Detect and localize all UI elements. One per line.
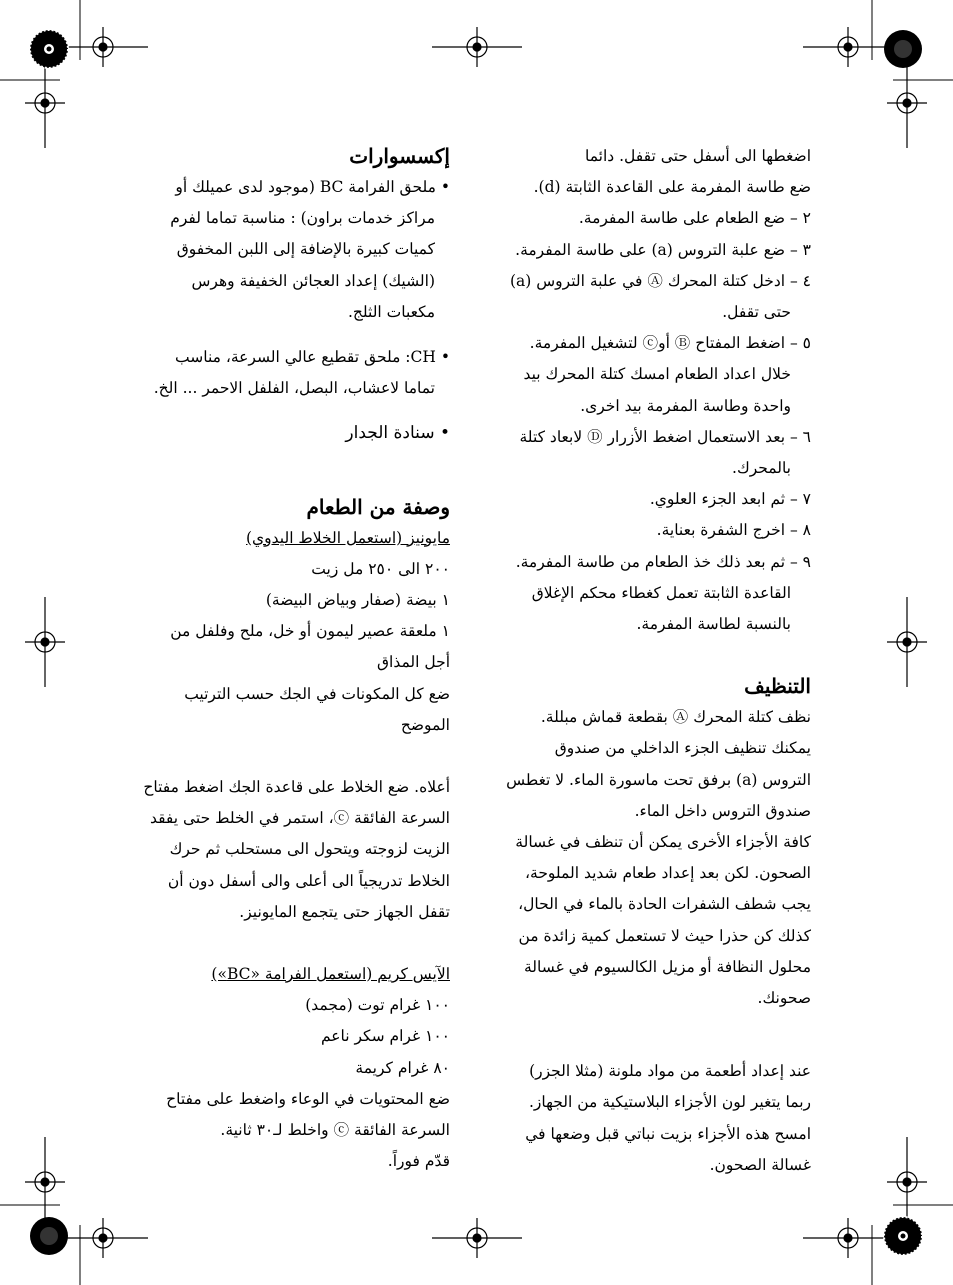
cleaning-paragraph: كافة الأجزاء الأخرى يمكن أن تنظف في غسالة الصحون. لكن بعد إعداد طعام شديد الملوحة، يجب شطف الشفرات الحادة بالماء في الحال، كذلك كن حذرا حيث لا تستعمل كمية زائدة من محلول النظافة أو مزيل الكالسيوم في غسالة صحونك. bbox=[515, 833, 811, 1008]
starburst-icon bbox=[30, 30, 68, 68]
accessory-item: • CH: ملحق تقطيع عالي السرعة، مناسب تماما لاعشاب، البصل، الفلفل الاحمر ... الخ. bbox=[153, 348, 450, 398]
step-item: ٥ – اضغط المفتاح Ⓑ أوⓒ لتشغيل المفرمة. خلال اعداد الطعام امسك كتلة المحرك بيد واحدة وطاسة المفرمة بيد اخرى. bbox=[523, 334, 811, 415]
color-note: عند إعداد أطعمة من مواد ملونة (مثلا الجزر) ربما يتغير لون الأجزاء البلاستيكية من الجهاز. امسح هذه الأجزاء بزيت نباتي قبل وضعها في غسالة الصحون. bbox=[525, 1062, 811, 1174]
step-item: ٢ – ضع الطعام على طاسة المفرمة. bbox=[578, 209, 811, 228]
accessories-title: إكسسوارات bbox=[349, 144, 450, 168]
spacer bbox=[140, 450, 450, 492]
serve-instruction: قدّم فوراً. bbox=[387, 1152, 450, 1171]
step-item: ٨ – اخرج الشفرة بعناية. bbox=[656, 521, 811, 540]
accessory-item: • ملحق الفرامة BC (موجود لدى عميلك أو مراكز خدمات براون) : مناسبة تماما لفرم كميات كبيرة بالإضافة إلى اللبن المخفوق (الشيك) إعداد العجائن الخفيفة وهرس مكعبات الثلج. bbox=[170, 178, 450, 321]
mayo-instruction: أعلاه. ضع الخلاط على قاعدة الجك اضغط مفتاح السرعة الفائقة ⓒ، استمر في الخلط حتى يفقد الزيت لزوجته ويتحول الى مستحلب ثم حرك الخلاط تدريجياً الى أعلى والى أسفل دون أن تقفل الجهاز حتى يتجمع المايونيز. bbox=[143, 778, 450, 921]
spacer bbox=[505, 1014, 811, 1056]
left-column bbox=[140, 141, 450, 1177]
ingredient: ١٠٠ غرام سكر ناعم bbox=[320, 1027, 450, 1046]
spacer bbox=[140, 741, 450, 772]
icecream-instruction: ضع المحتويات في الوعاء واضغط على مفتاح السرعة الفائقة ⓒ واخلط لـ٣٠ ثانية. bbox=[166, 1089, 450, 1140]
step-item: ٧ – ثم ابعد الجزء العلوي. bbox=[649, 490, 811, 509]
ingredient: ١٠٠ غرام توت (مجمد) bbox=[305, 996, 450, 1015]
ingredient: ١ ملعقة عصير ليمون أو خل، ملح وفلفل من أجل المذاق bbox=[170, 622, 450, 672]
step-item: ٦ – بعد الاستعمال اضغط الأزرار Ⓓ لابعاد كتلة بالمحرك. bbox=[519, 427, 811, 478]
spacer bbox=[140, 328, 450, 342]
cleaning-paragraph: نظف كتلة المحرك Ⓐ بقطعة قماش مبللة. يمكنك تنظيف الجزء الداخلي من صندوق التروس (a) برفق تحت ماسورة الماء. لا تغطس صندوق التروس داخل الماء. bbox=[506, 708, 811, 820]
ingredient: ٨٠ غرام كريمة bbox=[355, 1058, 450, 1077]
icecream-heading: الآيس كريم (استعمل الفرامة «BC») bbox=[211, 965, 450, 984]
intro-line: اضغطها الى أسفل حتى تقفل. دائما bbox=[584, 147, 811, 165]
spacer bbox=[505, 640, 811, 671]
ingredient: ٢٠٠ الى ٢٥٠ مل زيت bbox=[311, 559, 450, 578]
recipe-title: وصفة من الطعام bbox=[306, 494, 450, 519]
cleaning-title: التنظيف bbox=[744, 674, 811, 699]
step-item: ٤ – ادخل كتلة المحرك Ⓐ في علبة التروس (a) حتى تقفل. bbox=[509, 271, 811, 322]
mayo-heading: مايونيز (استعمل الخلاط اليدوي) bbox=[246, 528, 450, 547]
spacer bbox=[140, 928, 450, 959]
intro-line: ضع طاسة المفرمة على القاعدة الثابتة (d). bbox=[533, 178, 811, 197]
spacer bbox=[140, 404, 450, 418]
step-item: ٣ – ضع علبة التروس (a) على طاسة المفرمة. bbox=[515, 240, 811, 259]
mayo-instruction: ضع كل المكونات في الجك حسب الترتيب الموضح bbox=[184, 684, 450, 734]
accessory-item: • سنادة الجدار bbox=[345, 423, 450, 444]
step-item: ٩ – ثم بعد ذلك خذ الطعام من طاسة المفرمة. القاعدة الثابتة تعمل كغطاء محكم الإغلاق بالنسبة لطاسة المفرمة. bbox=[515, 552, 811, 634]
ingredient: ١ بيضة (صفار وبياض البيضة) bbox=[265, 591, 450, 610]
right-column bbox=[505, 141, 811, 1181]
